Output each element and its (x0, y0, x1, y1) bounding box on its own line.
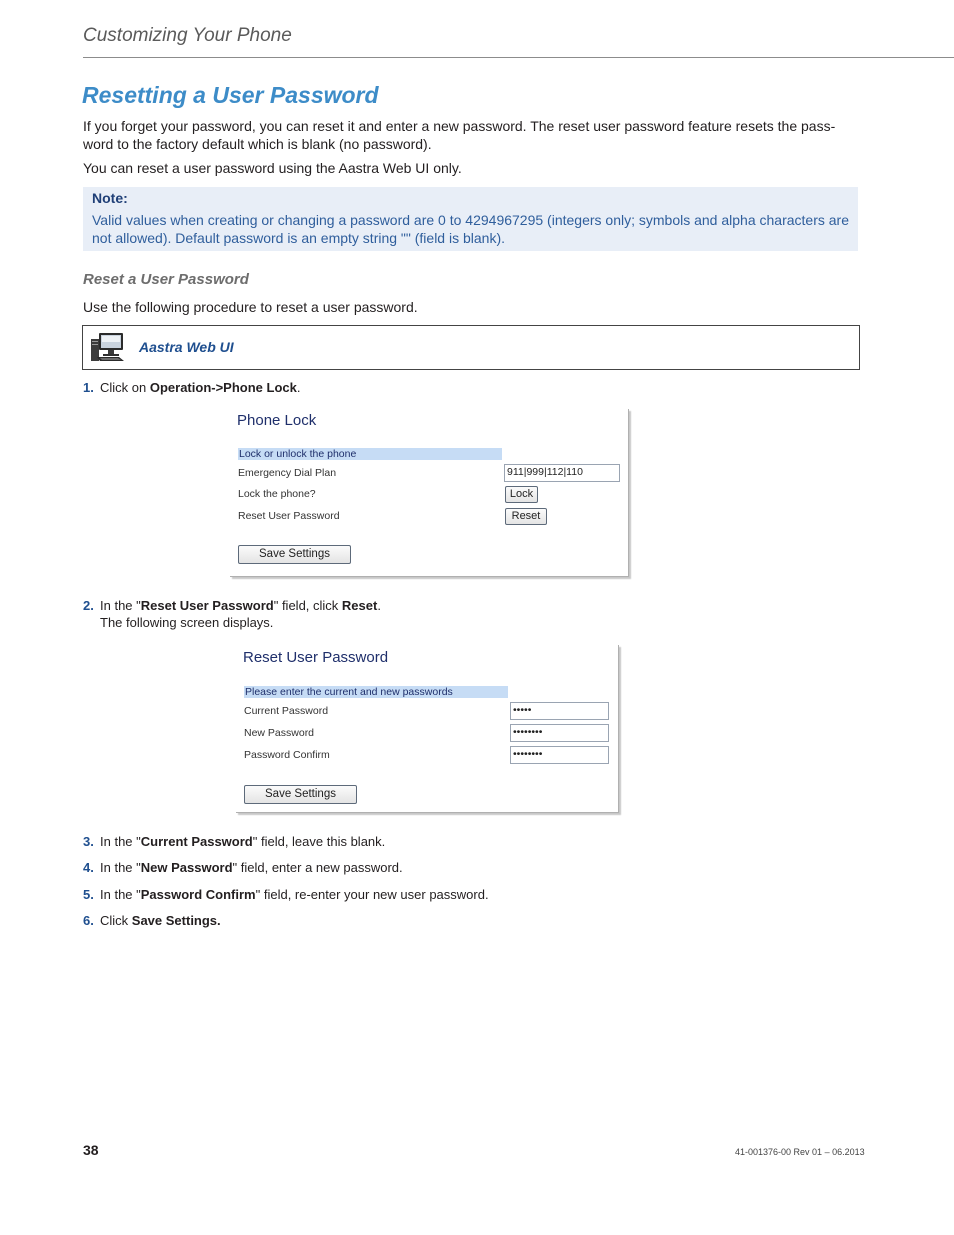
new-password-input[interactable]: •••••••• (510, 724, 609, 742)
header-divider (83, 57, 954, 58)
procedure-title: Reset a User Password (83, 271, 249, 288)
step-2-note: The following screen displays. (100, 615, 274, 630)
computer-icon (89, 331, 127, 363)
web-ui-label: Aastra Web UI (139, 339, 234, 355)
step-5: 5. In the "Password Confirm" field, re-enter your new user password. (83, 887, 489, 902)
emergency-dial-plan-label: Emergency Dial Plan (238, 467, 337, 479)
step-6: 6. Click Save Settings. (83, 913, 221, 928)
password-confirm-label: Password Confirm (244, 749, 330, 761)
page-number: 38 (83, 1142, 99, 1158)
intro-paragraph: If you forget your password, you can reset it and enter a new password. The reset user password feature resets the pass-word to the factory default which is blank (no password). (83, 118, 836, 152)
phone-lock-screenshot (230, 409, 629, 577)
lock-the-phone-label: Lock the phone? (238, 488, 316, 500)
procedure-lead: Use the following procedure to reset a user password. (83, 299, 418, 315)
new-password-label: New Password (244, 727, 315, 739)
section-title: Resetting a User Password (82, 82, 379, 108)
lock-button[interactable]: Lock (505, 486, 538, 503)
current-password-label: Current Password (244, 705, 329, 717)
current-password-input[interactable]: ••••• (510, 702, 609, 720)
step-2: 2. In the "Reset User Password" field, click Reset. (83, 598, 381, 613)
step-1: 1. Click on Operation->Phone Lock. (83, 380, 301, 395)
reset-password-screenshot (236, 645, 619, 813)
web-ui-box (82, 325, 860, 370)
reset-password-save-settings-button[interactable]: Save Settings (244, 785, 357, 804)
document-revision: 41-001376-00 Rev 01 – 06.2013 (735, 1147, 865, 1157)
password-confirm-input[interactable]: •••••••• (510, 746, 609, 764)
step-4: 4. In the "New Password" field, enter a new password. (83, 860, 403, 875)
reset-user-password-label: Reset User Password (238, 510, 340, 522)
phone-lock-title: Phone Lock (237, 412, 317, 429)
reset-password-band: Please enter the current and new passwords (244, 686, 508, 698)
reset-button[interactable]: Reset (505, 508, 547, 525)
reset-password-title: Reset User Password (243, 649, 389, 666)
intro-web-ui-only: You can reset a user password using the Aastra Web UI only. (83, 160, 462, 176)
running-head: Customizing Your Phone (83, 25, 292, 46)
step-3: 3. In the "Current Password" field, leave this blank. (83, 834, 386, 849)
phone-lock-band: Lock or unlock the phone (238, 448, 502, 460)
note-body: Valid values when creating or changing a password are 0 to 4294967295 (integers only; symbols and alpha characters are not allowed). Default password is an empty string "" (field is blank). (92, 212, 849, 246)
emergency-dial-plan-input[interactable]: 911|999|112|110 (504, 464, 620, 482)
phone-lock-save-settings-button[interactable]: Save Settings (238, 545, 351, 564)
note-box (83, 187, 858, 251)
note-title: Note: (92, 190, 128, 206)
